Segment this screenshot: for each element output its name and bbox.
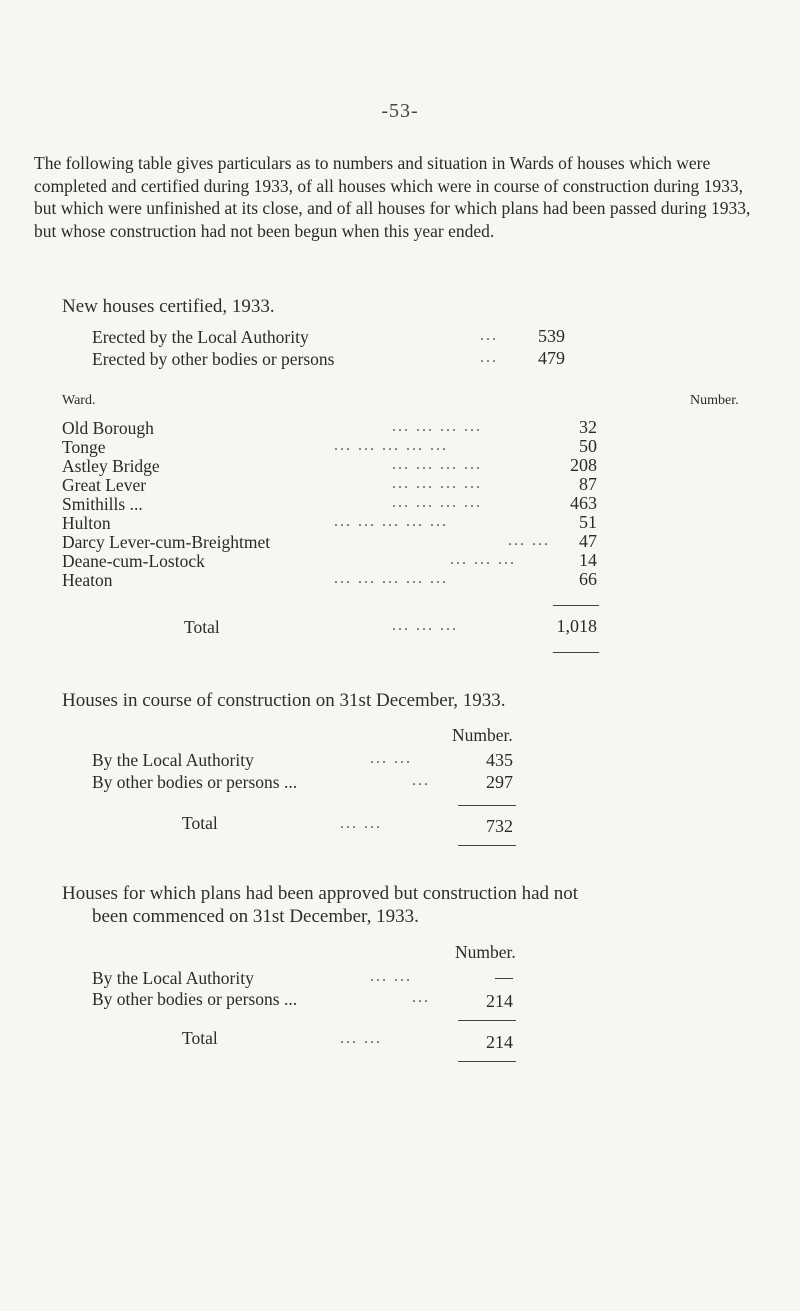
plans-row-dots: ... ... [370, 968, 412, 985]
construction-row-label: By the Local Authority [92, 750, 254, 770]
plans-heading-line2: been commenced on 31st December, 1933. [92, 906, 419, 927]
construction-total-value: 732 [486, 816, 513, 836]
plans-number-header: Number. [455, 942, 516, 962]
ward-row-value: 87 [579, 474, 597, 494]
construction-row-value: 297 [486, 772, 513, 792]
construction-number-header: Number. [452, 725, 513, 745]
ward-row-label: Old Borough [62, 418, 154, 438]
ward-row-dots: ... ... ... ... [392, 418, 482, 435]
page-number: -53- [381, 100, 419, 122]
certified-row-dots: ... [480, 349, 498, 366]
ward-row-value: 50 [579, 436, 597, 456]
construction-heading: Houses in course of construction on 31st December, 1933. [62, 690, 506, 711]
ward-row-dots: ... ... ... [450, 551, 516, 568]
plans-total-value: 214 [486, 1032, 513, 1052]
ward-total-dots: ... ... ... [392, 617, 458, 634]
plans-row-label: By the Local Authority [92, 968, 254, 988]
plans-row-value: 214 [486, 991, 513, 1011]
ward-row-value: 208 [570, 455, 597, 475]
ward-row-label: Heaton [62, 570, 113, 590]
ward-row-label: Darcy Lever-cum-Breightmet [62, 532, 271, 552]
construction-row-label: By other bodies or persons ... [92, 772, 298, 792]
plans-row-label: By other bodies or persons ... [92, 989, 298, 1009]
intro-paragraph: The following table gives particulars as to numbers and situation in Wards of houses which were completed and certified during 1933, of all houses which were in course of construction during 1933, but which were unfinished at its close, and of all houses for which plans had been passed during 1933, but whose construction had not been begun when this year ended. [34, 153, 751, 241]
plans-total-dots: ... ... [340, 1030, 382, 1047]
number-column-header: Number. [690, 393, 739, 408]
ward-row-value: 32 [579, 417, 597, 437]
ward-column-header: Ward. [62, 393, 96, 408]
total-rule [553, 652, 599, 653]
ward-row-label: Astley Bridge [62, 456, 160, 476]
certified-row-label: Erected by the Local Authority [92, 327, 309, 347]
ward-row-value: 463 [570, 493, 597, 513]
certified-row-dots: ... [480, 327, 498, 344]
construction-row-dots: ... [412, 772, 430, 789]
ward-row-dots: ... ... ... ... ... [334, 513, 448, 530]
ward-row-value: 47 [579, 531, 597, 551]
total-rule [458, 1061, 516, 1062]
ward-row-label: Hulton [62, 513, 111, 533]
ward-row-label: Smithills ... [62, 494, 143, 514]
ward-row-dots: ... ... ... ... ... [334, 437, 448, 454]
construction-total-dots: ... ... [340, 815, 382, 832]
subtotal-rule [458, 805, 516, 806]
plans-row-dots: ... [412, 989, 430, 1006]
plans-row-value: — [495, 967, 513, 987]
ward-row-dots: ... ... [508, 532, 550, 549]
certified-heading: New houses certified, 1933. [62, 296, 275, 317]
ward-row-label: Tonge [62, 437, 106, 457]
subtotal-rule [458, 1020, 516, 1021]
ward-row-value: 14 [579, 550, 597, 570]
ward-row-dots: ... ... ... ... [392, 494, 482, 511]
plans-total-label: Total [182, 1028, 218, 1048]
ward-row-dots: ... ... ... ... [392, 475, 482, 492]
ward-row-value: 66 [579, 569, 597, 589]
ward-total-label: Total [184, 617, 220, 637]
certified-row-value: 479 [538, 348, 565, 368]
certified-row-value: 539 [538, 326, 565, 346]
construction-total-label: Total [182, 813, 218, 833]
ward-row-dots: ... ... ... ... [392, 456, 482, 473]
certified-row-label: Erected by other bodies or persons [92, 349, 335, 369]
construction-row-value: 435 [486, 750, 513, 770]
construction-row-dots: ... ... [370, 750, 412, 767]
subtotal-rule [553, 605, 599, 606]
ward-total-value: 1,018 [556, 616, 597, 636]
ward-row-value: 51 [579, 512, 597, 532]
plans-heading-line1: Houses for which plans had been approved but construction had not [62, 883, 579, 904]
ward-row-label: Deane-cum-Lostock [62, 551, 205, 571]
total-rule [458, 845, 516, 846]
ward-row-label: Great Lever [62, 475, 147, 495]
ward-row-dots: ... ... ... ... ... [334, 570, 448, 587]
